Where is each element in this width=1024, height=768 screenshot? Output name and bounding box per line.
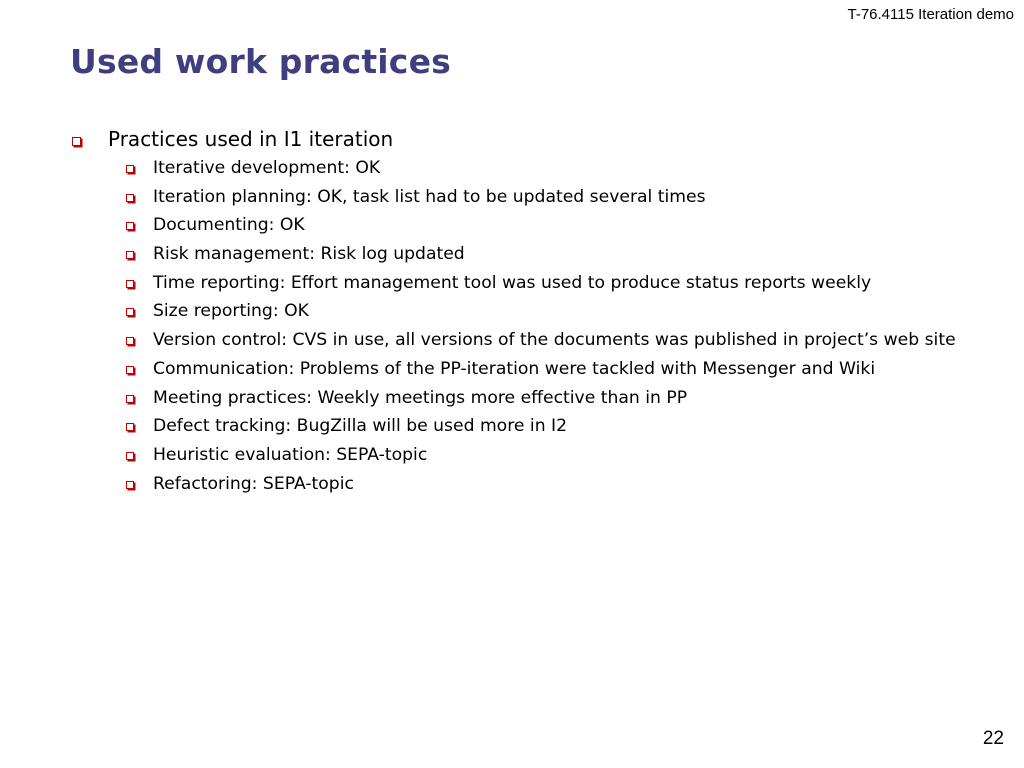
list-item-text: Refactoring: SEPA-topic <box>153 473 354 494</box>
list-item-text: Size reporting: OK <box>153 301 309 322</box>
square-bullet-icon <box>126 251 134 259</box>
list-item <box>70 271 963 295</box>
list-item <box>70 414 963 438</box>
header-note: T-76.4115 Iteration demo <box>847 6 1014 23</box>
square-bullet-icon <box>126 423 134 431</box>
square-bullet-icon <box>126 280 134 288</box>
page-number: 22 <box>982 728 1004 749</box>
square-bullet-icon <box>126 165 134 173</box>
list-item <box>70 242 963 266</box>
square-bullet-icon <box>126 194 134 202</box>
list-item <box>70 328 963 352</box>
list-item-text: Communication: Problems of the PP-iteration were tackled with Messenger and Wiki <box>153 358 876 379</box>
practice-list <box>70 156 970 496</box>
list-item <box>70 156 963 180</box>
list-item-text: Iteration planning: OK, task list had to be updated several times <box>153 186 706 207</box>
square-bullet-icon <box>126 222 134 230</box>
square-bullet-icon <box>72 137 81 146</box>
list-item <box>70 472 963 496</box>
slide-title: Used work practices <box>70 42 451 81</box>
square-bullet-icon <box>126 308 134 316</box>
square-bullet-icon <box>126 395 134 403</box>
square-bullet-icon <box>126 481 134 489</box>
list-item <box>70 357 963 381</box>
list-item-text: Meeting practices: Weekly meetings more effective than in PP <box>153 387 688 408</box>
list-item <box>70 213 963 237</box>
list-item-text: Version control: CVS in use, all versions of the documents was published in project’s web site <box>153 330 956 351</box>
list-item-text: Defect tracking: BugZilla will be used more in I2 <box>153 416 568 437</box>
list-item-text: Risk management: Risk log updated <box>153 244 465 265</box>
list-item <box>70 185 963 209</box>
list-item <box>70 443 963 467</box>
list-item <box>70 299 963 323</box>
list-item <box>70 386 963 410</box>
square-bullet-icon <box>126 452 134 460</box>
slide-content <box>70 124 970 500</box>
list-item-text: Documenting: OK <box>153 215 305 236</box>
main-bullet-label: Practices used in I1 iteration <box>108 127 394 151</box>
square-bullet-icon <box>126 337 134 345</box>
main-bullet-item <box>70 124 970 154</box>
list-item-text: Time reporting: Effort management tool was used to produce status reports weekly <box>153 272 872 293</box>
list-item-text: Heuristic evaluation: SEPA-topic <box>153 444 428 465</box>
list-item-text: Iterative development: OK <box>153 158 381 178</box>
square-bullet-icon <box>126 366 134 374</box>
